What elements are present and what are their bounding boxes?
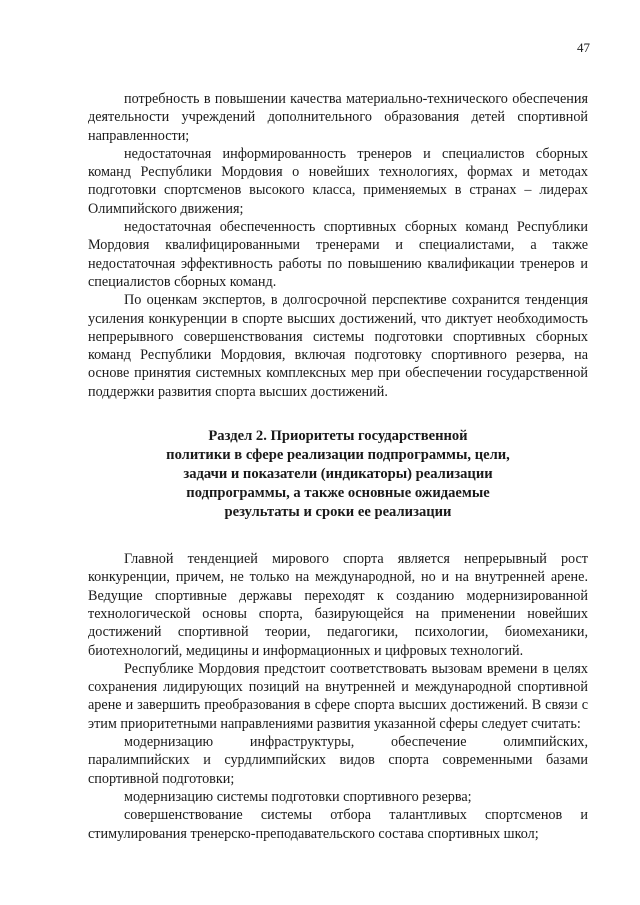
priority-item-selection: совершенствование системы отбора талантливых спортсменов и стимулирования тренерско-преподавательского состава спортивных школ; [88, 807, 588, 842]
page-number: 47 [577, 40, 590, 55]
paragraph-expert-forecast: По оценкам экспертов, в долгосрочной перспективе сохранится тенденция усиления конкуренции в спорте высших достижений, что диктует необходимость непрерывного совершенствования системы подготовки спортивных сборных команд Республики Мордовия, включая подготовку спортивного резерва, на основе принятия системных комплексных мер при обеспечении государственной поддержки развития спорта высших достижений. [88, 292, 588, 400]
priority-item-infrastructure: модернизацию инфраструктуры, обеспечение олимпийских, паралимпийских и сурдлимпийских видов спорта современными базами спортивной подготовки; [88, 734, 588, 787]
document-body [88, 90, 588, 843]
paragraph-material-base: потребность в повышении качества материально-технического обеспечения деятельности учреждений дополнительного образования детей спортивной направленности; [88, 91, 588, 144]
section-heading-line: Раздел 2. Приоритеты государственной [208, 428, 468, 445]
section-heading-line: результаты и сроки ее реализации [224, 504, 452, 521]
paragraph-coach-awareness: недостаточная информированность тренеров и специалистов сборных команд Республики Мордовия о новейших технологиях, формах и методах подготовки спортсменов высокого класса, применяемых в странах – лидерах Олимпийского движения; [88, 145, 588, 217]
section-heading-line: задачи и показатели (индикаторы) реализации [183, 466, 493, 483]
paragraph-world-trend: Главной тенденцией мирового спорта является непрерывный рост конкуренции, причем, не только на международной, но и на внутренней арене. Ведущие спортивные державы переходят к созданию модернизированной технологической основы спорта, базирующейся на применении новейших достижений спортивной теории, педагогики, психологии, биомеханики, биотехнологий, медицины и информационных и цифровых технологий. [88, 551, 588, 659]
section-heading-line: подпрограммы, а также основные ожидаемые [186, 485, 490, 502]
section-heading-line: политики в сфере реализации подпрограммы, цели, [166, 447, 510, 464]
paragraph-coach-staffing: недостаточная обеспеченность спортивных сборных команд Республики Мордовия квалифицированными тренерами и специалистами, а также недостаточная эффективность работы по повышению квалификации тренеров и специалистов сборных команд. [88, 219, 588, 290]
priority-item-reserve: модернизацию системы подготовки спортивного резерва; [124, 788, 472, 805]
paragraph-priorities-intro: Республике Мордовия предстоит соответствовать вызовам времени в целях сохранения лидирующих позиций на внутренней и международной спортивной арене и завершить преобразования в сфере спорта высших достижений. В связи с этим приоритетными направлениями развития указанной сферы следует считать: [88, 660, 588, 732]
section-heading [88, 427, 588, 522]
